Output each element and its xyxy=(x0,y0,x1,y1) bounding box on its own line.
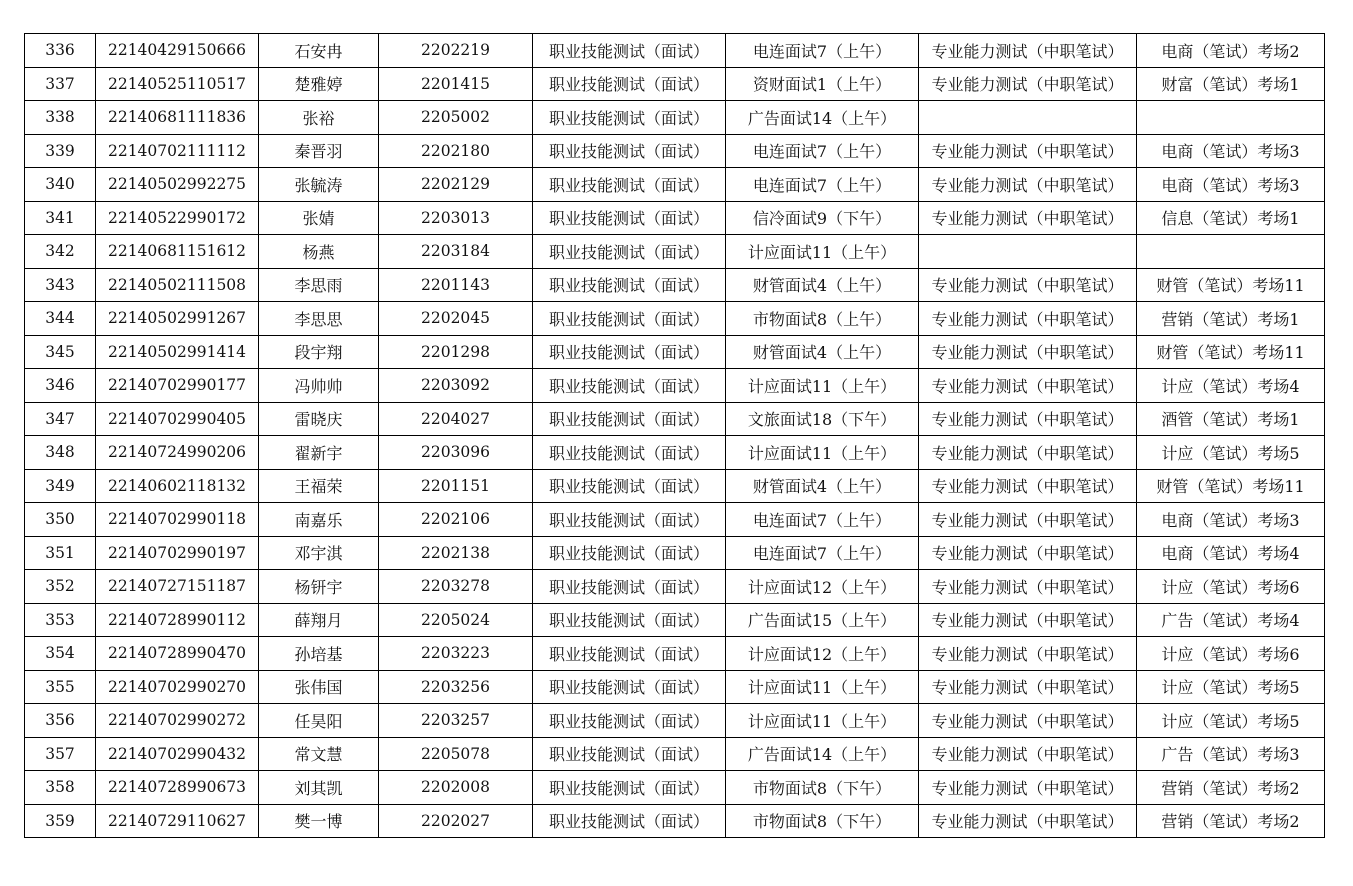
written-room-cell: 广告（笔试）考场4 xyxy=(1137,603,1325,637)
interview-room-cell: 电连面试7（上午） xyxy=(726,503,919,537)
seq-cell: 349 xyxy=(25,469,96,503)
interview-subject-cell: 职业技能测试（面试） xyxy=(533,67,726,101)
candidate-name-cell: 孙培基 xyxy=(259,637,379,671)
written-room-cell: 营销（笔试）考场2 xyxy=(1137,804,1325,838)
interview-subject-cell: 职业技能测试（面试） xyxy=(533,34,726,68)
interview-room-cell: 电连面试7（上午） xyxy=(726,134,919,168)
table-row xyxy=(25,771,1325,805)
seq-cell: 343 xyxy=(25,268,96,302)
table-row xyxy=(25,268,1325,302)
candidate-id-cell: 2203092 xyxy=(379,369,533,403)
interview-room-cell: 计应面试11（上午） xyxy=(726,704,919,738)
interview-room-cell: 广告面试14（上午） xyxy=(726,101,919,135)
exam-number-cell: 22140525110517 xyxy=(96,67,259,101)
seq-cell: 356 xyxy=(25,704,96,738)
interview-room-cell: 广告面试15（上午） xyxy=(726,603,919,637)
written-room-cell: 财管（笔试）考场11 xyxy=(1137,268,1325,302)
table-row xyxy=(25,737,1325,771)
interview-room-cell: 电连面试7（上午） xyxy=(726,34,919,68)
interview-room-cell: 文旅面试18（下午） xyxy=(726,402,919,436)
candidate-id-cell: 2201415 xyxy=(379,67,533,101)
candidate-name-cell: 任昊阳 xyxy=(259,704,379,738)
interview-subject-cell: 职业技能测试（面试） xyxy=(533,168,726,202)
exam-number-cell: 22140602118132 xyxy=(96,469,259,503)
seq-cell: 342 xyxy=(25,235,96,269)
seq-cell: 344 xyxy=(25,302,96,336)
interview-room-cell: 市物面试8（下午） xyxy=(726,804,919,838)
table-row xyxy=(25,168,1325,202)
exam-number-cell: 22140522990172 xyxy=(96,201,259,235)
exam-number-cell: 22140728990673 xyxy=(96,771,259,805)
table-row xyxy=(25,536,1325,570)
candidate-id-cell: 2204027 xyxy=(379,402,533,436)
seq-cell: 350 xyxy=(25,503,96,537)
table-row xyxy=(25,804,1325,838)
candidate-id-cell: 2202129 xyxy=(379,168,533,202)
candidate-name-cell: 雷晓庆 xyxy=(259,402,379,436)
interview-room-cell: 计应面试11（上午） xyxy=(726,436,919,470)
written-subject-cell: 专业能力测试（中职笔试） xyxy=(919,704,1137,738)
candidate-id-cell: 2202180 xyxy=(379,134,533,168)
written-room-cell: 营销（笔试）考场2 xyxy=(1137,771,1325,805)
seq-cell: 341 xyxy=(25,201,96,235)
candidate-id-cell: 2203096 xyxy=(379,436,533,470)
written-room-cell: 计应（笔试）考场6 xyxy=(1137,637,1325,671)
interview-subject-cell: 职业技能测试（面试） xyxy=(533,302,726,336)
table-row xyxy=(25,503,1325,537)
candidate-id-cell: 2201151 xyxy=(379,469,533,503)
interview-room-cell: 信冷面试9（下午） xyxy=(726,201,919,235)
seq-cell: 359 xyxy=(25,804,96,838)
table-row xyxy=(25,637,1325,671)
exam-number-cell: 22140702990405 xyxy=(96,402,259,436)
written-subject-cell: 专业能力测试（中职笔试） xyxy=(919,503,1137,537)
written-subject-cell: 专业能力测试（中职笔试） xyxy=(919,34,1137,68)
exam-number-cell: 22140729110627 xyxy=(96,804,259,838)
candidate-name-cell: 南嘉乐 xyxy=(259,503,379,537)
candidate-id-cell: 2202219 xyxy=(379,34,533,68)
interview-room-cell: 计应面试11（上午） xyxy=(726,235,919,269)
written-room-cell: 电商（笔试）考场3 xyxy=(1137,168,1325,202)
seq-cell: 352 xyxy=(25,570,96,604)
table-row xyxy=(25,101,1325,135)
exam-assignment-table xyxy=(24,33,1325,838)
written-room-cell: 计应（笔试）考场5 xyxy=(1137,704,1325,738)
table-row xyxy=(25,603,1325,637)
written-subject-cell: 专业能力测试（中职笔试） xyxy=(919,771,1137,805)
written-subject-cell xyxy=(919,101,1137,135)
written-subject-cell: 专业能力测试（中职笔试） xyxy=(919,402,1137,436)
candidate-id-cell: 2202008 xyxy=(379,771,533,805)
written-subject-cell: 专业能力测试（中职笔试） xyxy=(919,637,1137,671)
written-room-cell xyxy=(1137,101,1325,135)
candidate-name-cell: 常文慧 xyxy=(259,737,379,771)
exam-number-cell: 22140502111508 xyxy=(96,268,259,302)
table-row xyxy=(25,369,1325,403)
interview-subject-cell: 职业技能测试（面试） xyxy=(533,134,726,168)
written-subject-cell: 专业能力测试（中职笔试） xyxy=(919,804,1137,838)
candidate-name-cell: 李思思 xyxy=(259,302,379,336)
written-subject-cell: 专业能力测试（中职笔试） xyxy=(919,570,1137,604)
seq-cell: 357 xyxy=(25,737,96,771)
candidate-name-cell: 薛翔月 xyxy=(259,603,379,637)
candidate-name-cell: 冯帅帅 xyxy=(259,369,379,403)
interview-room-cell: 资财面试1（上午） xyxy=(726,67,919,101)
candidate-name-cell: 邓宇淇 xyxy=(259,536,379,570)
candidate-id-cell: 2202027 xyxy=(379,804,533,838)
exam-number-cell: 22140502991414 xyxy=(96,335,259,369)
interview-subject-cell: 职业技能测试（面试） xyxy=(533,235,726,269)
candidate-name-cell: 石安冉 xyxy=(259,34,379,68)
candidate-name-cell: 刘其凯 xyxy=(259,771,379,805)
written-room-cell: 财管（笔试）考场11 xyxy=(1137,335,1325,369)
candidate-id-cell: 2202045 xyxy=(379,302,533,336)
candidate-name-cell: 秦晋羽 xyxy=(259,134,379,168)
seq-cell: 339 xyxy=(25,134,96,168)
candidate-id-cell: 2205078 xyxy=(379,737,533,771)
exam-number-cell: 22140502991267 xyxy=(96,302,259,336)
written-room-cell: 酒管（笔试）考场1 xyxy=(1137,402,1325,436)
table-row xyxy=(25,134,1325,168)
exam-number-cell: 22140702990272 xyxy=(96,704,259,738)
written-room-cell: 计应（笔试）考场4 xyxy=(1137,369,1325,403)
interview-subject-cell: 职业技能测试（面试） xyxy=(533,402,726,436)
interview-subject-cell: 职业技能测试（面试） xyxy=(533,201,726,235)
candidate-name-cell: 楚雅婷 xyxy=(259,67,379,101)
interview-subject-cell: 职业技能测试（面试） xyxy=(533,503,726,537)
written-room-cell: 计应（笔试）考场5 xyxy=(1137,436,1325,470)
interview-room-cell: 市物面试8（上午） xyxy=(726,302,919,336)
candidate-id-cell: 2202106 xyxy=(379,503,533,537)
written-subject-cell: 专业能力测试（中职笔试） xyxy=(919,536,1137,570)
written-subject-cell: 专业能力测试（中职笔试） xyxy=(919,168,1137,202)
table-row xyxy=(25,34,1325,68)
table-row xyxy=(25,436,1325,470)
table-row xyxy=(25,469,1325,503)
interview-room-cell: 计应面试11（上午） xyxy=(726,369,919,403)
interview-subject-cell: 职业技能测试（面试） xyxy=(533,603,726,637)
table-row xyxy=(25,302,1325,336)
interview-subject-cell: 职业技能测试（面试） xyxy=(533,771,726,805)
exam-number-cell: 22140702990118 xyxy=(96,503,259,537)
candidate-id-cell: 2203278 xyxy=(379,570,533,604)
written-subject-cell: 专业能力测试（中职笔试） xyxy=(919,436,1137,470)
written-room-cell: 财富（笔试）考场1 xyxy=(1137,67,1325,101)
table-row xyxy=(25,67,1325,101)
written-room-cell: 计应（笔试）考场6 xyxy=(1137,570,1325,604)
candidate-name-cell: 李思雨 xyxy=(259,268,379,302)
candidate-id-cell: 2203257 xyxy=(379,704,533,738)
interview-subject-cell: 职业技能测试（面试） xyxy=(533,737,726,771)
exam-number-cell: 22140702990432 xyxy=(96,737,259,771)
seq-cell: 345 xyxy=(25,335,96,369)
written-subject-cell: 专业能力测试（中职笔试） xyxy=(919,67,1137,101)
candidate-name-cell: 张伟国 xyxy=(259,670,379,704)
interview-room-cell: 计应面试12（上午） xyxy=(726,570,919,604)
seq-cell: 355 xyxy=(25,670,96,704)
exam-number-cell: 22140681151612 xyxy=(96,235,259,269)
candidate-id-cell: 2203013 xyxy=(379,201,533,235)
written-room-cell: 电商（笔试）考场2 xyxy=(1137,34,1325,68)
seq-cell: 347 xyxy=(25,402,96,436)
written-room-cell: 电商（笔试）考场3 xyxy=(1137,134,1325,168)
written-subject-cell: 专业能力测试（中职笔试） xyxy=(919,134,1137,168)
written-subject-cell: 专业能力测试（中职笔试） xyxy=(919,469,1137,503)
exam-number-cell: 22140724990206 xyxy=(96,436,259,470)
interview-room-cell: 财管面试4（上午） xyxy=(726,268,919,302)
seq-cell: 348 xyxy=(25,436,96,470)
written-subject-cell: 专业能力测试（中职笔试） xyxy=(919,737,1137,771)
exam-number-cell: 22140727151187 xyxy=(96,570,259,604)
candidate-name-cell: 杨燕 xyxy=(259,235,379,269)
interview-subject-cell: 职业技能测试（面试） xyxy=(533,335,726,369)
candidate-name-cell: 翟新宇 xyxy=(259,436,379,470)
candidate-name-cell: 张毓涛 xyxy=(259,168,379,202)
interview-room-cell: 市物面试8（下午） xyxy=(726,771,919,805)
written-room-cell: 财管（笔试）考场11 xyxy=(1137,469,1325,503)
candidate-name-cell: 段宇翔 xyxy=(259,335,379,369)
candidate-id-cell: 2205002 xyxy=(379,101,533,135)
candidate-name-cell: 张裕 xyxy=(259,101,379,135)
exam-number-cell: 22140702990197 xyxy=(96,536,259,570)
seq-cell: 338 xyxy=(25,101,96,135)
written-subject-cell: 专业能力测试（中职笔试） xyxy=(919,335,1137,369)
interview-subject-cell: 职业技能测试（面试） xyxy=(533,536,726,570)
table-row xyxy=(25,402,1325,436)
seq-cell: 354 xyxy=(25,637,96,671)
exam-number-cell: 22140502992275 xyxy=(96,168,259,202)
candidate-id-cell: 2203184 xyxy=(379,235,533,269)
written-subject-cell: 专业能力测试（中职笔试） xyxy=(919,268,1137,302)
seq-cell: 337 xyxy=(25,67,96,101)
interview-room-cell: 计应面试11（上午） xyxy=(726,670,919,704)
written-subject-cell: 专业能力测试（中职笔试） xyxy=(919,369,1137,403)
interview-subject-cell: 职业技能测试（面试） xyxy=(533,101,726,135)
interview-subject-cell: 职业技能测试（面试） xyxy=(533,704,726,738)
candidate-name-cell: 樊一博 xyxy=(259,804,379,838)
table-row xyxy=(25,201,1325,235)
interview-subject-cell: 职业技能测试（面试） xyxy=(533,670,726,704)
interview-room-cell: 广告面试14（上午） xyxy=(726,737,919,771)
candidate-name-cell: 杨钘宇 xyxy=(259,570,379,604)
written-room-cell: 营销（笔试）考场1 xyxy=(1137,302,1325,336)
seq-cell: 351 xyxy=(25,536,96,570)
seq-cell: 340 xyxy=(25,168,96,202)
candidate-id-cell: 2202138 xyxy=(379,536,533,570)
table-row xyxy=(25,335,1325,369)
interview-room-cell: 计应面试12（上午） xyxy=(726,637,919,671)
written-subject-cell: 专业能力测试（中职笔试） xyxy=(919,670,1137,704)
seq-cell: 353 xyxy=(25,603,96,637)
interview-subject-cell: 职业技能测试（面试） xyxy=(533,268,726,302)
written-room-cell: 电商（笔试）考场4 xyxy=(1137,536,1325,570)
interview-subject-cell: 职业技能测试（面试） xyxy=(533,804,726,838)
candidate-id-cell: 2205024 xyxy=(379,603,533,637)
written-room-cell: 电商（笔试）考场3 xyxy=(1137,503,1325,537)
exam-number-cell: 22140702111112 xyxy=(96,134,259,168)
interview-room-cell: 财管面试4（上午） xyxy=(726,469,919,503)
written-room-cell: 信息（笔试）考场1 xyxy=(1137,201,1325,235)
exam-number-cell: 22140728990112 xyxy=(96,603,259,637)
seq-cell: 346 xyxy=(25,369,96,403)
exam-number-cell: 22140429150666 xyxy=(96,34,259,68)
exam-number-cell: 22140702990270 xyxy=(96,670,259,704)
interview-room-cell: 电连面试7（上午） xyxy=(726,536,919,570)
written-subject-cell: 专业能力测试（中职笔试） xyxy=(919,302,1137,336)
seq-cell: 336 xyxy=(25,34,96,68)
interview-subject-cell: 职业技能测试（面试） xyxy=(533,369,726,403)
candidate-id-cell: 2203256 xyxy=(379,670,533,704)
candidate-id-cell: 2203223 xyxy=(379,637,533,671)
candidate-name-cell: 王福荣 xyxy=(259,469,379,503)
table-body xyxy=(25,34,1325,838)
interview-room-cell: 电连面试7（上午） xyxy=(726,168,919,202)
table-row xyxy=(25,704,1325,738)
exam-number-cell: 22140702990177 xyxy=(96,369,259,403)
table-row xyxy=(25,670,1325,704)
interview-subject-cell: 职业技能测试（面试） xyxy=(533,637,726,671)
written-subject-cell: 专业能力测试（中职笔试） xyxy=(919,603,1137,637)
written-room-cell: 计应（笔试）考场5 xyxy=(1137,670,1325,704)
written-room-cell: 广告（笔试）考场3 xyxy=(1137,737,1325,771)
written-subject-cell xyxy=(919,235,1137,269)
written-room-cell xyxy=(1137,235,1325,269)
interview-subject-cell: 职业技能测试（面试） xyxy=(533,570,726,604)
seq-cell: 358 xyxy=(25,771,96,805)
interview-subject-cell: 职业技能测试（面试） xyxy=(533,469,726,503)
interview-room-cell: 财管面试4（上午） xyxy=(726,335,919,369)
exam-number-cell: 22140681111836 xyxy=(96,101,259,135)
candidate-id-cell: 2201298 xyxy=(379,335,533,369)
interview-subject-cell: 职业技能测试（面试） xyxy=(533,436,726,470)
table-row xyxy=(25,235,1325,269)
candidate-id-cell: 2201143 xyxy=(379,268,533,302)
table-row xyxy=(25,570,1325,604)
written-subject-cell: 专业能力测试（中职笔试） xyxy=(919,201,1137,235)
candidate-name-cell: 张婧 xyxy=(259,201,379,235)
exam-number-cell: 22140728990470 xyxy=(96,637,259,671)
